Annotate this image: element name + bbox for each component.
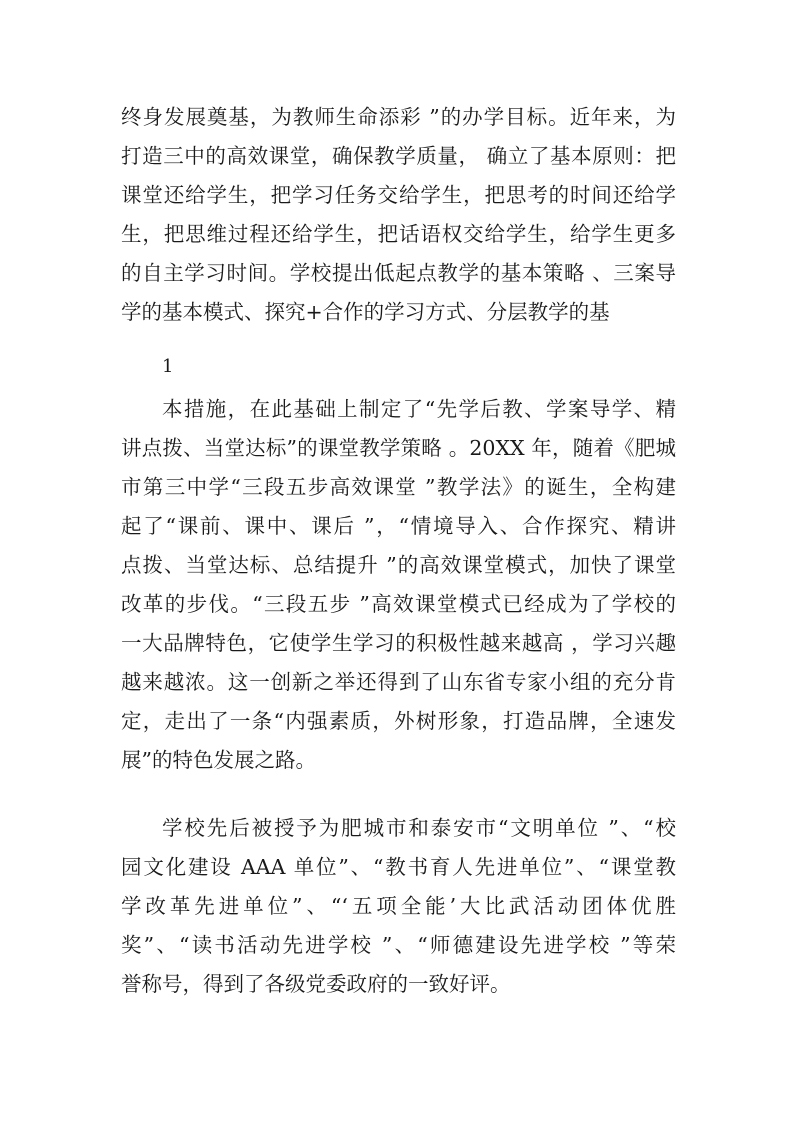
text-line: 学改革先进单位”、“‘五项全能’大比武活动团体优胜 xyxy=(121,894,676,918)
text-line: 生，把思维过程还给学生，把话语权交给学生，给学生更多 xyxy=(121,222,676,246)
text-line: 讲点拨、当堂达标”的课堂教学策略 。20XX 年，随着《肥城 xyxy=(121,436,676,460)
text-line: 一大品牌特色，它使学生学习的积极性越来越高 ，学习兴趣 xyxy=(121,631,676,655)
text-line: 越来越浓。这一创新之举还得到了山东省专家小组的充分肯 xyxy=(121,670,676,694)
page-number: 1 xyxy=(162,356,174,377)
text-line: 打造三中的高效课堂，确保教学质量， 确立了基本原则：把 xyxy=(121,144,676,168)
text-line: 奖”、“读书活动先进学校 ”、“师德建设先进学校 ”等荣 xyxy=(121,933,676,957)
text-line: 展”的特色发展之路。 xyxy=(121,748,316,772)
text-line: 改革的步伐。“三段五步 ”高效课堂模式已经成为了学校的 xyxy=(121,592,676,616)
text-line: 园文化建设 AAA 单位”、“教书育人先进单位”、“课堂教 xyxy=(121,855,676,879)
text-line: 定，走出了一条“内强素质，外树形象，打造品牌，全速发 xyxy=(121,709,676,733)
text-line: 学的基本模式、探究+合作的学习方式、分层教学的基 xyxy=(121,300,610,324)
text-line: 的自主学习时间。学校提出低起点教学的基本策略 、三案导 xyxy=(121,261,676,285)
text-line: 点拨、当堂达标、总结提升 ”的高效课堂模式，加快了课堂 xyxy=(121,553,676,577)
text-line: 课堂还给学生，把学习任务交给学生，把思考的时间还给学 xyxy=(121,183,676,207)
text-line: 终身发展奠基，为教师生命添彩 ”的办学目标。近年来，为 xyxy=(121,105,676,129)
text-line: 市第三中学“三段五步高效课堂 ”教学法》的诞生，全构建 xyxy=(121,475,676,499)
text-line: 誉称号，得到了各级党委政府的一致好评。 xyxy=(121,972,511,996)
text-line: 起了“课前、课中、课后 ”，“情境导入、合作探究、精讲 xyxy=(121,514,676,538)
text-line: 学校先后被授予为肥城市和泰安市“文明单位 ”、“校 xyxy=(162,816,676,840)
text-line: 本措施，在此基础上制定了“先学后教、学案导学、精 xyxy=(162,397,676,421)
